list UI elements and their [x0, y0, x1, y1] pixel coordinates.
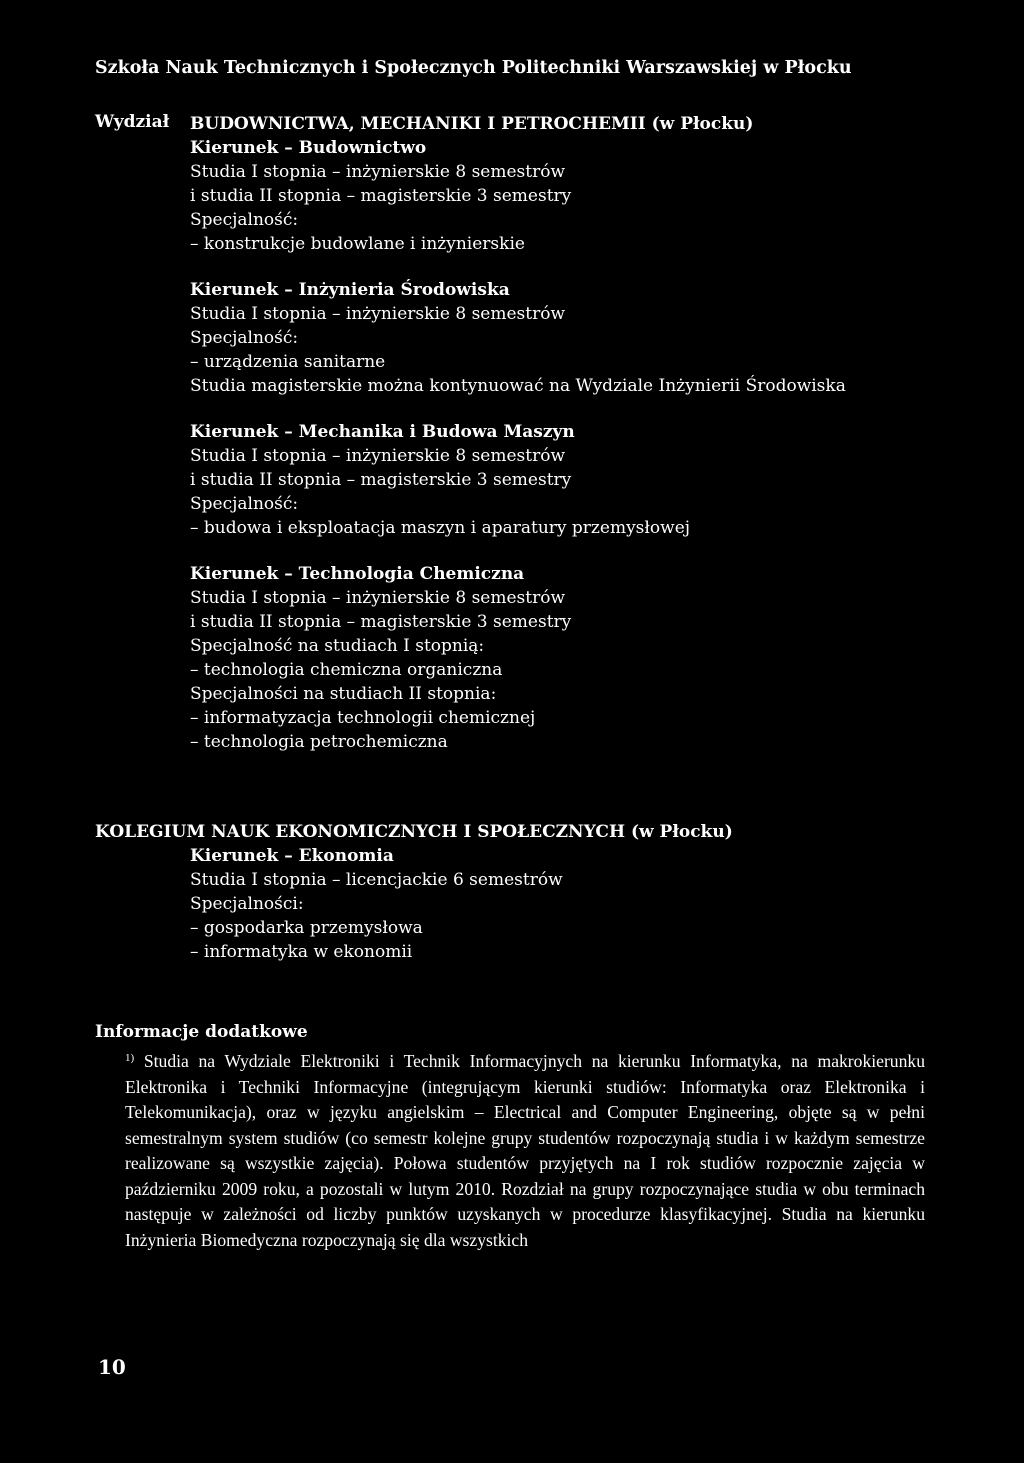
- section-line: Studia I stopnia – inżynierskie 8 semestrów: [190, 304, 566, 324]
- faculty-content: [190, 112, 950, 754]
- school-title: Szkoła Nauk Technicznych i Społecznych Politechniki Warszawskiej w Płocku: [95, 58, 852, 78]
- section-line: – gospodarka przemysłowa: [190, 918, 423, 938]
- section-line: Specjalność na studiach I stopnią:: [190, 636, 485, 656]
- additional-info: [95, 1020, 925, 1253]
- section-line: i studia II stopnia – magisterskie 3 semestry: [190, 612, 572, 632]
- section-line: Specjalności na studiach II stopnia:: [190, 684, 497, 704]
- section-line: Specjalność:: [190, 494, 299, 514]
- section-line: – urządzenia sanitarne: [190, 352, 386, 372]
- kierunek-title: Kierunek – Technologia Chemiczna: [190, 564, 525, 584]
- page-number: 10: [98, 1355, 126, 1379]
- info-paragraph: [125, 1046, 925, 1253]
- kierunek-title: Kierunek – Inżynieria Środowiska: [190, 280, 510, 300]
- kierunek-title: Kierunek – Mechanika i Budowa Maszyn: [190, 422, 575, 442]
- section-line: – technologia petrochemiczna: [190, 732, 448, 752]
- info-text: Studia na Wydziale Elektroniki i Technik Informacyjnych na kierunku Informatyka, na makrokierunku Elektronika i Techniki Informacyjne (integrującym kierunki studiów: Informatyka oraz Elektronika i Telekomunikacja), oraz w języku angielskim – Electrical and Computer Engineering, objęte są w pełni semestralnym system studiów (co semestr kolejne grupy studentów rozpoczynają studia i w każdym semestrze realizowane są wszystkie zajęcia). Połowa studentów przyjętych na I rok studiów rozpocznie zajęcia w październiku 2009 roku, a pozostali w lutym 2010. Rozdział na grupy rozpoczynające studia w obu terminach następuje w zależności od liczby punktów uzyskanych w procedurze klasyfikacyjnej. Studia na kierunku Inżynieria Biomedyczna rozpoczynają się dla wszystkich: [125, 1051, 925, 1250]
- faculty-name: BUDOWNICTWA, MECHANIKI I PETROCHEMII (w Płocku): [190, 114, 754, 134]
- kolegium-title: KOLEGIUM NAUK EKONOMICZNYCH I SPOŁECZNYCH (w Płocku): [95, 822, 733, 842]
- section-line: – budowa i eksploatacja maszyn i aparatury przemysłowej: [190, 518, 691, 538]
- section-line: Specjalności:: [190, 894, 304, 914]
- spacer: [190, 256, 950, 278]
- section-inzynieria-srodowiska: [190, 278, 950, 398]
- kierunek-title: Kierunek – Budownictwo: [190, 138, 427, 158]
- spacer: [190, 540, 950, 562]
- section-line: Studia I stopnia – inżynierskie 8 semestrów: [190, 446, 566, 466]
- section-line: – informatyzacja technologii chemicznej: [190, 708, 536, 728]
- section-line: i studia II stopnia – magisterskie 3 semestry: [190, 186, 572, 206]
- section-line: Studia I stopnia – licencjackie 6 semestrów: [190, 870, 563, 890]
- section-technologia-chemiczna: [190, 562, 950, 754]
- footnote-mark: 1): [125, 1052, 135, 1064]
- spacer: [190, 398, 950, 420]
- section-budownictwo: [190, 136, 950, 256]
- section-line: Specjalność:: [190, 328, 299, 348]
- faculty-label: Wydział: [95, 112, 170, 132]
- section-mechanika: [190, 420, 950, 540]
- kolegium-section: [95, 820, 955, 964]
- section-line: – konstrukcje budowlane i inżynierskie: [190, 234, 525, 254]
- kierunek-title: Kierunek – Ekonomia: [190, 846, 394, 866]
- section-line: Studia I stopnia – inżynierskie 8 semestrów: [190, 162, 566, 182]
- section-line: Studia I stopnia – inżynierskie 8 semestrów: [190, 588, 566, 608]
- section-line: Studia magisterskie można kontynuować na Wydziale Inżynierii Środowiska: [190, 376, 846, 396]
- section-line: – technologia chemiczna organiczna: [190, 660, 503, 680]
- section-line: Specjalność:: [190, 210, 299, 230]
- kolegium-content: [190, 844, 955, 964]
- info-heading: Informacje dodatkowe: [95, 1022, 308, 1042]
- section-line: i studia II stopnia – magisterskie 3 semestry: [190, 470, 572, 490]
- section-line: – informatyka w ekonomii: [190, 942, 413, 962]
